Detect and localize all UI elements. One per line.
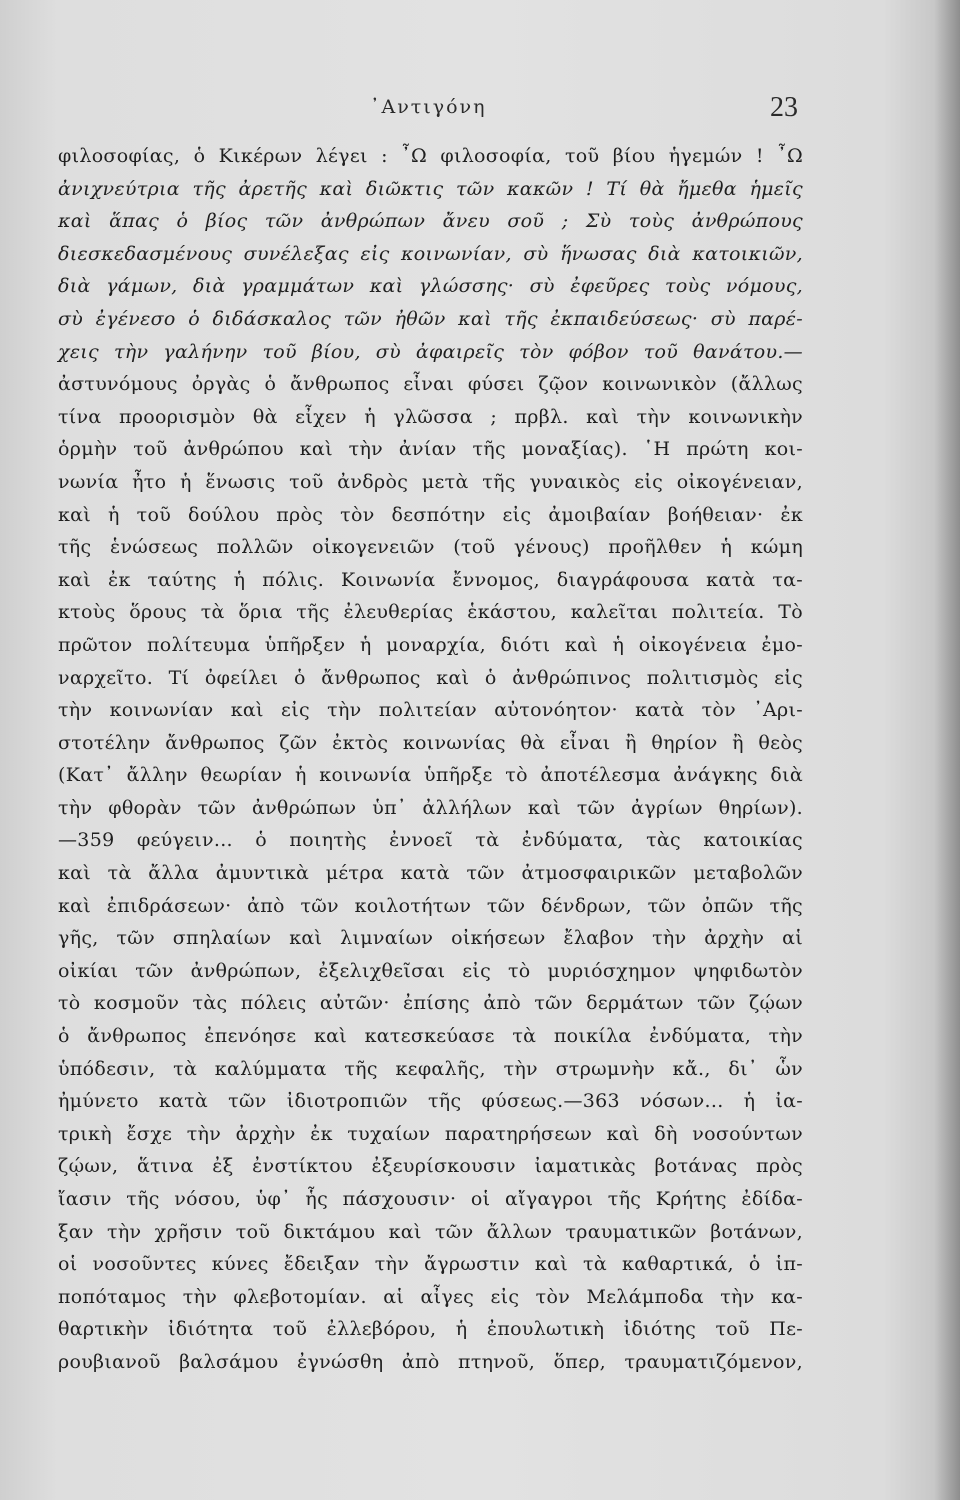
text-line: —359 φεύγειν... ὁ ποιητὴς ἐννοεῖ τὰ ἐνδύματα, τὰς κατοικίας: [58, 829, 803, 852]
text-line: ρουβιανοῦ βαλσάμου ἐγνώσθη ἀπὸ πτηνοῦ, ὅπερ, τραυματιζόμενον,: [58, 1350, 803, 1373]
text-line: ξαν τὴν χρῆσιν τοῦ δικτάμου καὶ τῶν ἄλλων τραυματικῶν βοτάνων,: [58, 1220, 803, 1243]
text-line: τὸ κοσμοῦν τὰς πόλεις αὐτῶν· ἐπίσης ἀπὸ τῶν δερμάτων τῶν ζῴων: [58, 992, 803, 1015]
text-line: τὴν κοινωνίαν καὶ εἰς τὴν πολιτείαν αὐτονόητον· κατὰ τὸν ᾿Αρι-: [58, 699, 803, 722]
text-line: χεις τὴν γαλήνην τοῦ βίου, σὺ ἀφαιρεῖς τὸν φόβον τοῦ θανάτου.—: [58, 340, 803, 363]
text-line: σὺ ἐγένεσο ὁ διδάσκαλος τῶν ἠθῶν καὶ τῆς ἐκπαιδεύσεως· σὺ παρέ-: [58, 307, 803, 330]
page-header: [0, 92, 960, 132]
text-line: τῆς ἑνώσεως πολλῶν οἰκογενειῶν (τοῦ γένους) προῆλθεν ἡ κώμη: [58, 536, 803, 559]
text-line: τὴν φθορὰν τῶν ἀνθρώπων ὑπ᾿ ἀλλήλων καὶ τῶν ἀγρίων θηρίων).: [58, 796, 803, 819]
page-number: 23: [770, 92, 798, 123]
text-line: ποπόταμος τὴν φλεβοτομίαν. αἱ αἶγες εἰς τὸν Μελάμποδα τὴν κα-: [58, 1285, 803, 1308]
text-line: στοτέλην ἄνθρωπος ζῶν ἐκτὸς κοινωνίας θὰ εἶναι ἢ θηρίον ἢ θεὸς: [58, 731, 803, 754]
text-line: ἀνιχνεύτρια τῆς ἀρετῆς καὶ διῶκτις τῶν κακῶν ! Τί θὰ ἤμεθα ἡμεῖς: [58, 177, 803, 200]
text-line: ὑπόδεσιν, τὰ καλύμματα τῆς κεφαλῆς, τὴν στρωμνὴν κἄ., δι᾿ ὧν: [58, 1057, 803, 1080]
text-line: καὶ ἐπιδράσεων· ἀπὸ τῶν κοιλοτήτων τῶν δένδρων, τῶν ὀπῶν τῆς: [58, 894, 803, 917]
text-line: ἀστυνόμους ὀργὰς ὁ ἄνθρωπος εἶναι φύσει ζῷον κοινωνικὸν (ἄλλως: [58, 373, 803, 396]
text-line: ὁ ἄνθρωπος ἐπενόησε καὶ κατεσκεύασε τὰ ποικίλα ἐνδύματα, τὴν: [58, 1025, 803, 1048]
text-line: κτοὺς ὅρους τὰ ὅρια τῆς ἐλευθερίας ἑκάστου, καλεῖται πολιτεία. Τὸ: [58, 601, 803, 624]
text-line: διὰ γάμων, διὰ γραμμάτων καὶ γλώσσης· σὺ ἐφεῦρες τοὺς νόμους,: [58, 275, 803, 298]
text-line: διεσκεδασμένους συνέλεξας εἰς κοινωνίαν, σὺ ἥνωσας διὰ κατοικιῶν,: [58, 242, 803, 265]
text-line: οἰκίαι τῶν ἀνθρώπων, ἐξελιχθεῖσαι εἰς τὸ μυριόσχημον ψηφιδωτὸν: [58, 959, 803, 982]
text-line: γῆς, τῶν σπηλαίων καὶ λιμναίων οἰκήσεων ἔλαβον τὴν ἀρχὴν αἱ: [58, 927, 803, 950]
text-line: νωνία ἦτο ἡ ἕνωσις τοῦ ἀνδρὸς μετὰ τῆς γυναικὸς εἰς οἰκογένειαν,: [58, 470, 803, 493]
text-line: καὶ τὰ ἄλλα ἀμυντικὰ μέτρα κατὰ τῶν ἀτμοσφαιρικῶν μεταβολῶν: [58, 862, 803, 885]
running-title: ᾿Αντιγόνη: [370, 96, 487, 118]
text-line: τρικὴ ἔσχε τὴν ἀρχὴν ἐκ τυχαίων παρατηρήσεων καὶ δὴ νοσούντων: [58, 1122, 803, 1145]
text-line: καὶ ἡ τοῦ δούλου πρὸς τὸν δεσπότην εἰς ἀμοιβαίαν βοήθειαν· ἐκ: [58, 503, 803, 526]
text-line: ἴασιν τῆς νόσου, ὑφ᾿ ἧς πάσχουσιν· οἱ αἴγαγροι τῆς Κρήτης ἐδίδα-: [58, 1188, 803, 1210]
page-edge-shadow: [934, 0, 960, 1500]
text-line: τίνα προορισμὸν θὰ εἶχεν ἡ γλῶσσα ; πρβλ. καὶ τὴν κοινωνικὴν: [58, 405, 803, 428]
text-line: ὁρμὴν τοῦ ἀνθρώπου καὶ τὴν ἀνίαν τῆς μοναξίας). ῾Η πρώτη κοι-: [58, 438, 803, 461]
text-line: οἱ νοσοῦντες κύνες ἔδειξαν τὴν ἄγρωστιν καὶ τὰ καθαρτικά, ὁ ἱπ-: [58, 1253, 803, 1276]
body-text: [58, 140, 803, 1379]
text-line: ζῴων, ἅτινα ἐξ ἐνστίκτου ἐξευρίσκουσιν ἰαματικὰς βοτάνας πρὸς: [58, 1155, 803, 1178]
text-line: καὶ ἐκ ταύτης ἡ πόλις. Κοινωνία ἔννομος, διαγράφουσα κατὰ τα-: [58, 568, 803, 591]
text-line: φιλοσοφίας, ὁ Κικέρων λέγει : ῏Ω φιλοσοφία, τοῦ βίου ἡγεμών ! ῏Ω: [58, 145, 803, 167]
text-line: ναρχεῖτο. Τί ὀφείλει ὁ ἄνθρωπος καὶ ὁ ἀνθρώπινος πολιτισμὸς εἰς: [58, 666, 803, 689]
text-line: ἠμύνετο κατὰ τῶν ἰδιοτροπιῶν τῆς φύσεως.—363 νόσων... ἡ ἰα-: [58, 1090, 803, 1113]
text-line: καὶ ἅπας ὁ βίος τῶν ἀνθρώπων ἄνευ σοῦ ; Σὺ τοὺς ἀνθρώπους: [58, 210, 803, 233]
text-line: (Κατ᾿ ἄλλην θεωρίαν ἡ κοινωνία ὑπῆρξε τὸ ἀποτέλεσμα ἀνάγκης διὰ: [58, 764, 803, 787]
text-line: θαρτικὴν ἰδιότητα τοῦ ἐλλεβόρου, ἡ ἐπουλωτικὴ ἰδιότης τοῦ Πε-: [58, 1318, 803, 1341]
text-line: πρῶτον πολίτευμα ὑπῆρξεν ἡ μοναρχία, διότι καὶ ἡ οἰκογένεια ἐμο-: [58, 633, 803, 656]
